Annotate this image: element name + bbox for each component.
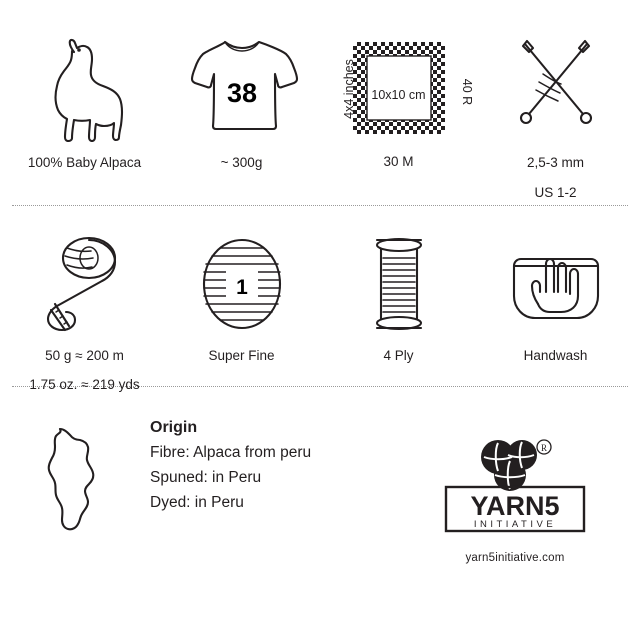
spec-caption: Handwash bbox=[523, 348, 588, 363]
peru-map-icon bbox=[0, 417, 150, 533]
spec-caption-second: US 1-2 bbox=[534, 184, 577, 200]
spec-item-length bbox=[6, 232, 163, 392]
gauge-right-label: 40 R bbox=[459, 78, 474, 106]
row-origin bbox=[0, 387, 640, 564]
alpaca-icon bbox=[30, 30, 140, 142]
sweater-icon bbox=[181, 30, 303, 142]
svg-text:R: R bbox=[540, 443, 548, 453]
yarn-weight-number: 1 bbox=[235, 276, 248, 299]
spec-caption: 2,5-3 mm bbox=[526, 155, 584, 170]
yarn-ball-icon bbox=[190, 232, 294, 336]
yarn-spool-icon bbox=[347, 232, 451, 336]
brand-logo[interactable] bbox=[390, 417, 640, 564]
spec-item-care bbox=[477, 232, 634, 386]
handwash-icon bbox=[502, 232, 610, 336]
spec-item-gauge bbox=[320, 30, 477, 205]
logo-subtitle: INITIATIVE bbox=[473, 519, 557, 530]
spec-caption-second: 1.75 oz. ≈ 219 yds bbox=[29, 376, 140, 392]
spec-item-needles bbox=[477, 30, 634, 205]
spec-caption: ~ 300g bbox=[220, 155, 263, 170]
logo-url[interactable]: yarn5initiative.com bbox=[465, 552, 565, 564]
spec-item-fibre bbox=[6, 30, 163, 205]
spec-item-thickness bbox=[163, 232, 320, 386]
spec-caption: 100% Baby Alpaca bbox=[27, 155, 142, 170]
gauge-swatch-icon bbox=[321, 30, 476, 180]
row-quantity-specs bbox=[0, 206, 640, 392]
origin-line-dyed: Dyed: in Peru bbox=[150, 494, 244, 511]
spec-item-weight bbox=[163, 30, 320, 205]
origin-text-block bbox=[150, 417, 390, 515]
spec-caption: Super Fine bbox=[208, 348, 275, 363]
origin-line-spun: Spuned: in Peru bbox=[150, 469, 262, 486]
origin-line-fibre: Fibre: Alpaca from peru bbox=[150, 444, 312, 461]
registered-mark-icon bbox=[537, 440, 551, 454]
logo-box bbox=[440, 433, 590, 548]
logo-wordmark: YARN5 bbox=[470, 491, 560, 521]
gauge-bottom-label: 30 M bbox=[383, 154, 414, 169]
origin-title: Origin bbox=[150, 419, 198, 436]
needle-size-badge: 38 bbox=[226, 78, 257, 108]
tape-measure-icon bbox=[29, 232, 141, 336]
knitting-needles-icon bbox=[501, 30, 611, 142]
spec-caption: 50 g ≈ 200 m bbox=[45, 348, 124, 363]
spec-item-ply bbox=[320, 232, 477, 386]
yarn-balls-logo-icon bbox=[481, 440, 537, 491]
gauge-left-label: 4x4 inches bbox=[341, 59, 356, 119]
gauge-center-label: 10x10 cm bbox=[371, 88, 426, 102]
row-fibre-specs bbox=[0, 0, 640, 205]
spec-caption: 4 Ply bbox=[383, 348, 414, 363]
